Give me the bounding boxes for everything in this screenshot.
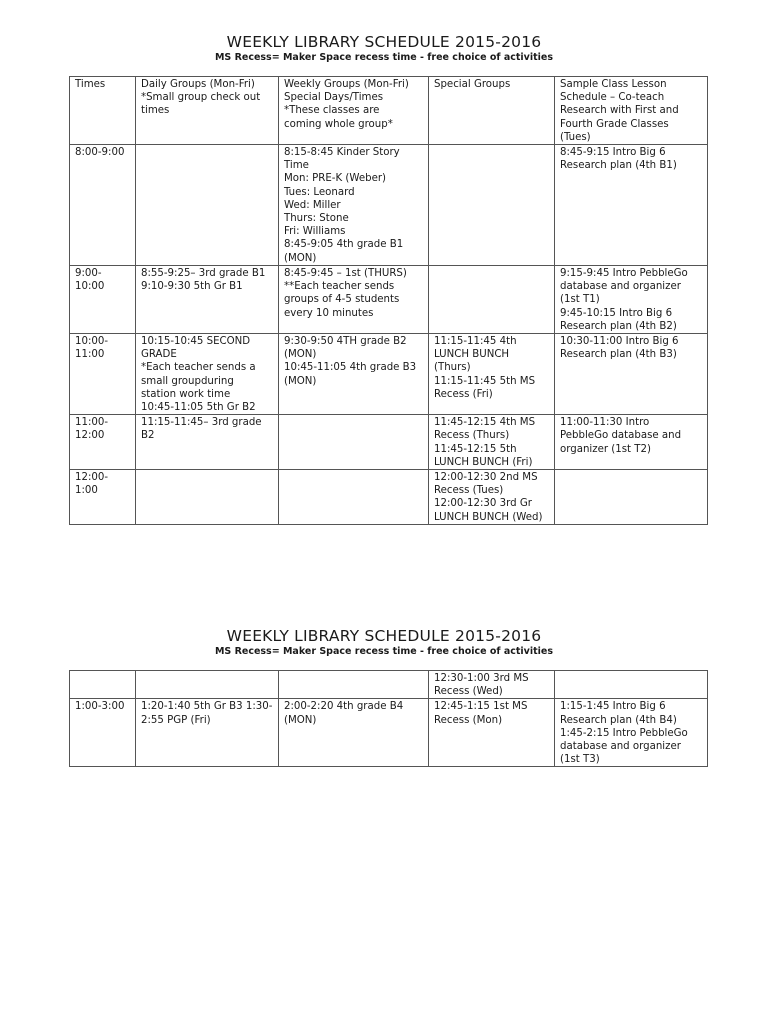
cell-text: Time: [284, 160, 309, 172]
page-title: WEEKLY LIBRARY SCHEDULE 2015-2016: [226, 33, 542, 51]
sample-cell: [555, 334, 708, 415]
cell-text: **Each teacher sends: [284, 281, 395, 293]
cell-text: Recess (Wed): [434, 686, 503, 698]
cell-text: (1st T1): [560, 294, 600, 306]
cell-text: 1:15-1:45 Intro Big 6: [560, 701, 666, 713]
cell-text: 11:15-11:45 4th: [434, 336, 517, 348]
cell-text: 10:00: [75, 281, 105, 293]
daily-cell: [136, 145, 279, 266]
time-cell: [70, 699, 136, 767]
cell-text: Research plan (4th B1): [560, 160, 677, 172]
daily-cell: [136, 334, 279, 415]
cell-text: (Tues): [560, 131, 591, 143]
cell-text: (1st T3): [560, 754, 600, 766]
weekly-cell: [279, 334, 429, 415]
cell-text: 11:15-11:45 5th MS: [434, 375, 536, 387]
cell-text: small groupduring: [141, 375, 234, 387]
header-cell: [70, 77, 136, 145]
cell-text: database and organizer: [560, 741, 681, 753]
cell-text: *Each teacher sends a: [141, 362, 256, 374]
cell-text: 9:15-9:45 Intro PebbleGo: [560, 268, 688, 280]
cell-text: Schedule – Co-teach: [560, 92, 665, 104]
table-row: [70, 671, 708, 699]
schedule-table: [69, 76, 708, 525]
cell-text: LUNCH BUNCH (Wed): [434, 511, 543, 523]
cell-text: *Small group check out: [141, 92, 261, 104]
cell-text: 11:00: [75, 349, 105, 361]
cell-text: 10:45-11:05 5th Gr B2: [141, 402, 256, 414]
weekly-cell: [279, 145, 429, 266]
cell-text: Recess (Tues): [434, 485, 504, 497]
sample-cell: [555, 671, 708, 699]
cell-text: Weekly Groups (Mon-Fri): [284, 79, 409, 90]
weekly-cell: [279, 671, 429, 699]
cell-text: Research plan (4th B4): [560, 714, 677, 726]
cell-text: Fourth Grade Classes: [560, 118, 669, 130]
cell-text: Thurs: Stone: [284, 213, 349, 225]
daily-cell: [136, 671, 279, 699]
cell-text: groups of 4-5 students: [284, 294, 400, 306]
table-row: [70, 415, 708, 470]
time-cell: [70, 415, 136, 470]
time-cell: [70, 470, 136, 525]
cell-text: 9:30-9:50 4TH grade B2: [284, 336, 407, 348]
cell-text: *These classes are: [284, 105, 380, 117]
table-row: [70, 266, 708, 334]
page-title: WEEKLY LIBRARY SCHEDULE 2015-2016: [226, 627, 542, 645]
cell-text: LUNCH BUNCH: [434, 349, 510, 361]
schedule-table: [69, 670, 708, 767]
table-row: [70, 699, 708, 767]
weekly-cell: [279, 470, 429, 525]
special-cell: [429, 145, 555, 266]
schedule-page-2: [0, 626, 768, 766]
cell-text: 8:45-9:45 – 1st (THURS): [284, 268, 407, 280]
cell-text: Times: [75, 79, 106, 90]
cell-text: every 10 minutes: [284, 307, 374, 319]
cell-text: 11:45-12:15 4th MS: [434, 417, 536, 429]
table-row: [70, 145, 708, 266]
cell-text: Recess (Thurs): [434, 430, 510, 442]
time-cell: [70, 671, 136, 699]
special-cell: [429, 266, 555, 334]
cell-text: (MON): [284, 349, 317, 361]
cell-text: 8:55-9:25– 3rd grade B1: [141, 268, 266, 280]
cell-text: 12:00: [75, 430, 105, 442]
table-header-row: [70, 77, 708, 145]
cell-text: 12:45-1:15 1st MS: [434, 701, 528, 713]
cell-text: 10:45-11:05 4th grade B3: [284, 362, 417, 374]
weekly-cell: [279, 415, 429, 470]
daily-cell: [136, 699, 279, 767]
daily-cell: [136, 470, 279, 525]
cell-text: 8:45-9:15 Intro Big 6: [560, 147, 666, 159]
cell-text: 9:10-9:30 5th Gr B1: [141, 281, 243, 293]
cell-text: 11:00-: [75, 417, 109, 429]
cell-text: 11:00-11:30 Intro: [560, 417, 650, 429]
cell-text: (Thurs): [434, 362, 471, 374]
cell-text: (MON): [284, 714, 317, 726]
header-cell: [279, 77, 429, 145]
cell-text: database and organizer: [560, 281, 681, 293]
cell-text: 11:15-11:45– 3rd grade: [141, 417, 262, 429]
cell-text: 10:00-: [75, 336, 109, 348]
cell-text: 1:00-3:00: [75, 701, 125, 713]
cell-text: GRADE: [141, 349, 177, 361]
time-cell: [70, 145, 136, 266]
cell-text: Daily Groups (Mon-Fri): [141, 79, 255, 90]
cell-text: times: [141, 105, 170, 117]
cell-text: 2:00-2:20 4th grade B4: [284, 701, 404, 713]
cell-text: Mon: PRE-K (Weber): [284, 173, 387, 185]
cell-text: 2:55 PGP (Fri): [141, 714, 211, 726]
cell-text: 10:15-10:45 SECOND: [141, 336, 251, 348]
table-row: [70, 470, 708, 525]
cell-text: Wed: Miller: [284, 199, 341, 211]
cell-text: 10:30-11:00 Intro Big 6: [560, 336, 679, 348]
time-cell: [70, 334, 136, 415]
header-cell: [136, 77, 279, 145]
cell-text: 8:00-9:00: [75, 147, 125, 159]
daily-cell: [136, 266, 279, 334]
table-row: [70, 334, 708, 415]
cell-text: (MON): [284, 375, 317, 387]
cell-text: Recess (Fri): [434, 388, 493, 400]
special-cell: [429, 334, 555, 415]
cell-text: Recess (Mon): [434, 714, 503, 726]
sample-cell: [555, 470, 708, 525]
cell-text: organizer (1st T2): [560, 443, 651, 455]
header-cell: [555, 77, 708, 145]
header-cell: [429, 77, 555, 145]
cell-text: coming whole group*: [284, 118, 393, 130]
schedule-page-1: [0, 32, 768, 523]
sample-cell: [555, 415, 708, 470]
cell-text: (MON): [284, 252, 317, 264]
cell-text: Sample Class Lesson: [560, 79, 667, 90]
cell-text: LUNCH BUNCH (Fri): [434, 456, 533, 468]
cell-text: 9:00-: [75, 268, 102, 280]
cell-text: 12:30-1:00 3rd MS: [434, 673, 529, 684]
cell-text: 11:45-12:15 5th: [434, 443, 517, 455]
page-subtitle: MS Recess= Maker Space recess time - free choice of activities: [214, 646, 554, 657]
cell-text: 8:15-8:45 Kinder Story: [284, 147, 400, 159]
cell-text: PebbleGo database and: [560, 430, 682, 442]
cell-text: 1:00: [75, 485, 98, 497]
cell-text: 12:00-: [75, 472, 109, 484]
cell-text: Tues: Leonard: [284, 186, 355, 198]
cell-text: Special Days/Times: [284, 92, 384, 104]
page-subtitle: MS Recess= Maker Space recess time - free choice of activities: [214, 52, 554, 63]
weekly-cell: [279, 699, 429, 767]
cell-text: B2: [141, 430, 155, 442]
cell-text: Research plan (4th B3): [560, 349, 677, 361]
sample-cell: [555, 699, 708, 767]
sample-cell: [555, 266, 708, 334]
cell-text: 1:20-1:40 5th Gr B3 1:30-: [141, 701, 273, 713]
daily-cell: [136, 415, 279, 470]
cell-text: 9:45-10:15 Intro Big 6: [560, 307, 673, 319]
cell-text: 12:00-12:30 2nd MS: [434, 472, 538, 484]
cell-text: Research plan (4th B2): [560, 320, 677, 332]
special-cell: [429, 699, 555, 767]
cell-text: 12:00-12:30 3rd Gr: [434, 498, 532, 510]
special-cell: [429, 415, 555, 470]
special-cell: [429, 470, 555, 525]
cell-text: 1:45-2:15 Intro PebbleGo: [560, 727, 688, 739]
time-cell: [70, 266, 136, 334]
weekly-cell: [279, 266, 429, 334]
cell-text: Special Groups: [434, 79, 511, 90]
cell-text: Research with First and: [560, 105, 679, 117]
cell-text: Fri: Williams: [284, 226, 346, 238]
sample-cell: [555, 145, 708, 266]
special-cell: [429, 671, 555, 699]
cell-text: 8:45-9:05 4th grade B1: [284, 239, 404, 251]
cell-text: station work time: [141, 388, 231, 400]
